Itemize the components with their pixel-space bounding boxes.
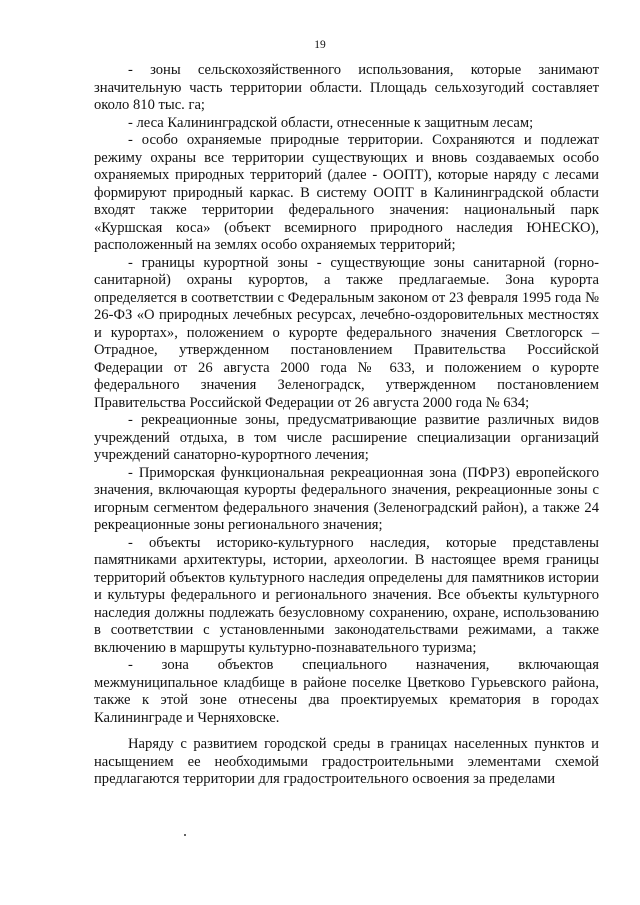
paragraph-resort-zone-boundaries: - границы курортной зоны - существующие зоны санитарной (горно-санитарной) охраны курортов, а также предлагаемые. Зона курорта определяется в соответствии с Федеральным законом от 23 февраля 1995 года № 26-ФЗ «О природных лечебных ресурсах, лечебно-оздоровительных местностях и курортах», положением о курорте федерального значения Светлогорск – Отрадное, утвержденном постановлением Правительства Российской Федерации от 26 августа 2000 года № 633, и положением о курорте федерального значения Зеленоградск, утвержденном постановлением Правительства Российской Федерации от 26 августа 2000 года № 634; xyxy=(94,254,599,411)
paragraph-protected-natural-areas: - особо охраняемые природные территории. Сохраняются и подлежат режиму охраны все территории существующих и вновь создаваемых особо охраняемых природных территорий (далее - ООПТ), которые наряду с лесами формируют природный каркас. В систему ООПТ в Калининградской области входят также территории федерального значения: национальный парк «Куршская коса» (объект всемирного природного наследия ЮНЕСКО), расположенный на землях особо охраняемых территорий; xyxy=(94,132,599,253)
paragraph-cultural-heritage: - объекты историко-культурного наследия, которые представлены памятниками архитектуры, истории, археологии. В настоящее время границы территорий объектов культурного наследия определены для памятников истории и культуры федерального и регионального значения. Все объекты культурного наследия должны подлежать безусловному сохранению, охране, использованию в соответствии с установленными законодательствами режимами, а также включению в маршруты культурно-познавательного туризма; xyxy=(94,534,599,656)
paragraph-urban-development: Наряду с развитием городской среды в границах населенных пунктов и насыщением ее необходимыми градостроительными элементами схемой предлагаются территории для градостроительного освоения за пределами xyxy=(94,736,599,787)
paragraph-special-purpose-zone: - зона объектов специального назначения, включающая межмуниципальное кладбище в районе поселке Цветково Гурьевского района, также к этой зоне отнесены два проектируемых крематория в городах Калининграде и Черняховске. xyxy=(94,657,599,726)
body-text xyxy=(94,62,599,789)
page-number: 19 xyxy=(314,39,326,51)
paragraph-recreational-zones: - рекреационные зоны, предусматривающие развитие различных видов учреждений отдыха, в том числе расширение специализации организаций учреждений санаторно-курортного лечения; xyxy=(94,412,599,463)
paragraph-coastal-recreational-zone: - Приморская функциональная рекреационная зона (ПФРЗ) европейского значения, включающая курорты федерального значения, рекреационные зоны с игорным сегментом федерального значения (Зеленоградский район), а также 24 рекреационные зоны регионального значения; xyxy=(94,464,599,533)
paragraph-agricultural-zones: - зоны сельскохозяйственного использования, которые занимают значительную часть территории области. Площадь сельхозугодий составляет около 810 тыс. га; xyxy=(94,62,599,113)
scan-speck xyxy=(184,834,186,836)
paragraph-protective-forests: - леса Калининградской области, отнесенные к защитным лесам; xyxy=(128,114,534,131)
